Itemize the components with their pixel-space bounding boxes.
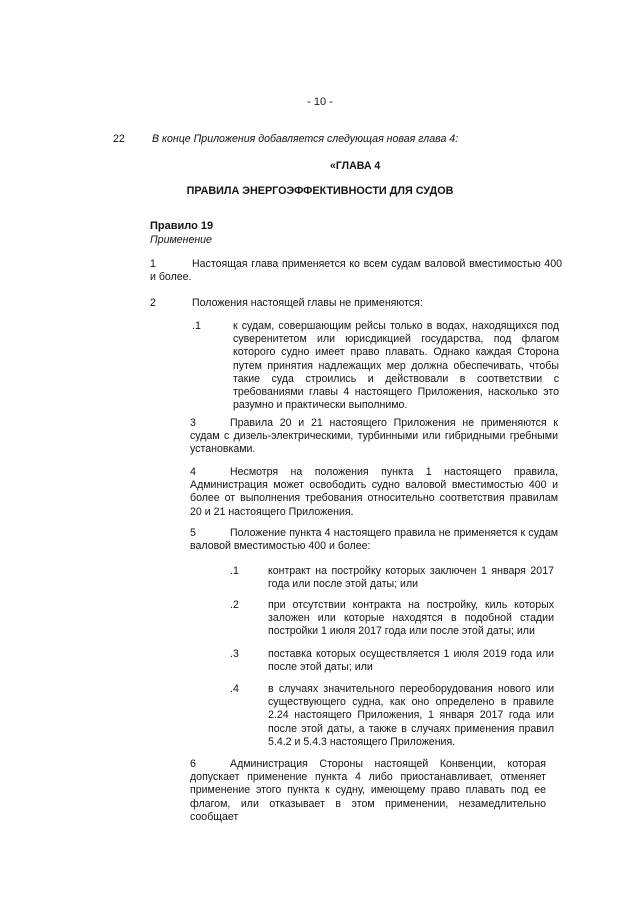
rule-subheading: Применение <box>150 234 212 246</box>
subparagraph-5-4-number: .4 <box>230 683 239 695</box>
paragraph-6-number: 6 <box>190 758 196 770</box>
chapter-title: ПРАВИЛА ЭНЕРГОЭФФЕКТИВНОСТИ ДЛЯ СУДОВ <box>186 185 454 197</box>
paragraph-5-text: Положение пункта 4 настоящего правила не применяется к судам валовой вместимостью 400 и более: <box>190 527 558 553</box>
paragraph-2-text: Положения настоящей главы не применяются: <box>192 297 423 309</box>
subparagraph-5-2-number: .2 <box>230 599 239 611</box>
subparagraph-5-3-number: .3 <box>230 648 239 660</box>
paragraph-3-number: 3 <box>190 417 196 429</box>
amendment-number: 22 <box>113 133 125 145</box>
subparagraph-5-1-text: контракт на постройку которых заключен 1 января 2017 года или после этой даты; или <box>268 565 554 591</box>
paragraph-4-number: 4 <box>190 466 196 478</box>
paragraph-1-text: Настоящая глава применяется ко всем судам валовой вместимостью 400 и более. <box>150 258 562 284</box>
subparagraph-2-1-number: .1 <box>192 320 201 332</box>
subparagraph-5-1-number: .1 <box>230 565 239 577</box>
chapter-label: «ГЛАВА 4 <box>330 160 381 172</box>
paragraph-6-text: Администрация Стороны настоящей Конвенции, которая допускает применение пункта 4 либо приостанавливает, отменяет применение этого пункта к судну, имеющему право плавать под ее флагом, или отказывает в этом применении, незамедлительно сообщает <box>190 758 546 823</box>
paragraph-2-number: 2 <box>150 297 156 309</box>
amendment-text: В конце Приложения добавляется следующая новая глава 4: <box>152 133 459 145</box>
paragraph-4-text: Несмотря на положения пункта 1 настоящего правила, Администрация может освободить судно валовой вместимостью 400 и более от выполнения требования относительно соответствия правилам 20 и 21 настоящего Приложения. <box>190 466 558 518</box>
subparagraph-5-4-text: в случаях значительного переоборудования нового или существующего судна, как оно определено в правиле 2.24 настоящего Приложения, 1 января 2017 года или после этой даты, а также в случаях применения правил 5.4.2 и 5.4.3 настоящего Приложения. <box>268 683 554 748</box>
paragraph-1-number: 1 <box>150 258 156 270</box>
subparagraph-5-3-text: поставка которых осуществляется 1 июля 2019 года или после этой даты; или <box>268 648 554 674</box>
page-number: - 10 - <box>307 96 333 108</box>
subparagraph-2-1-text: к судам, совершающим рейсы только в водах, находящихся под суверенитетом или юрисдикцией государства, под флагом которого судно имеет право плавать. Однако каждая Сторона путем принятия надлежащих мер должна обеспечивать, чтобы такие суда строились и действовали в соответствии с требованиями главы 4 настоящего Приложения, насколько это разумно и практически выполнимо. <box>233 320 559 412</box>
rule-heading: Правило 19 <box>150 220 214 232</box>
paragraph-3-text: Правила 20 и 21 настоящего Приложения не применяются к судам с дизель-электрическими, турбинными или гибридными гребными установками. <box>190 417 558 456</box>
paragraph-5-number: 5 <box>190 527 196 539</box>
subparagraph-5-2-text: при отсутствии контракта на постройку, киль которых заложен или которые находятся в подобной стадии постройки 1 июля 2017 года или после этой даты; или <box>268 599 554 638</box>
